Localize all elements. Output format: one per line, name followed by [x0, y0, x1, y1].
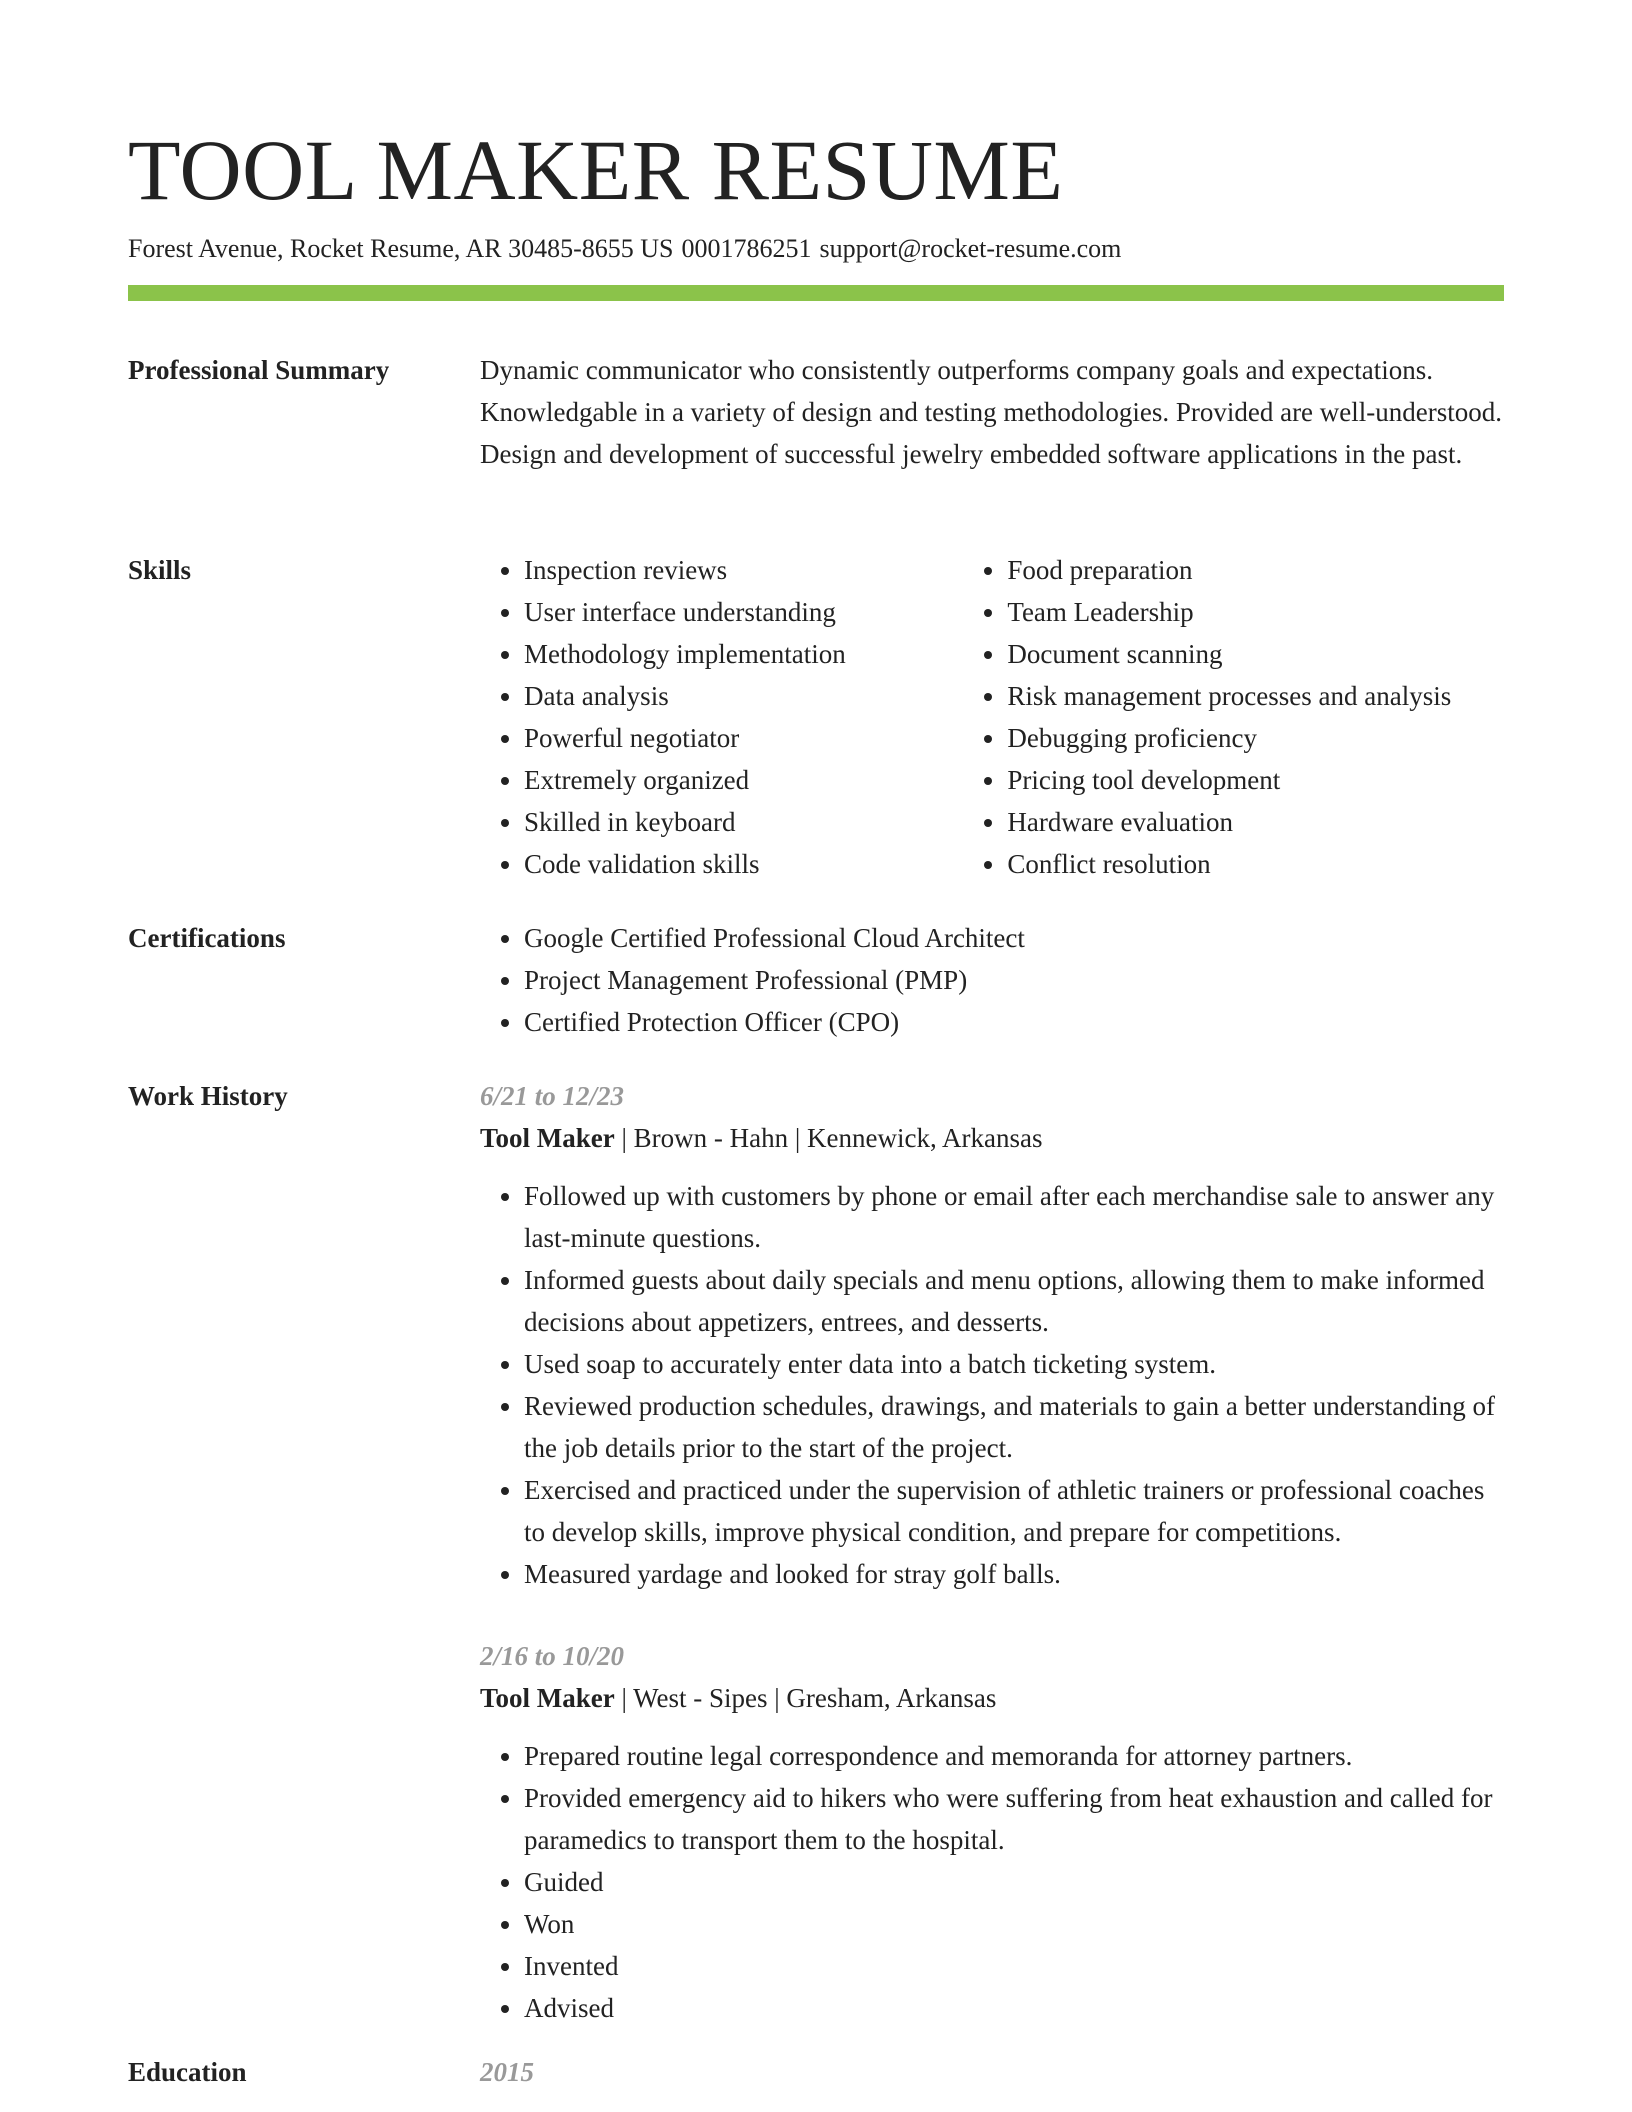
job-bullet: • Used soap to accurately enter data into a batch ticketing system. — [524, 1343, 1504, 1385]
skills-list-left — [480, 549, 963, 885]
skill-item: • Inspection reviews — [524, 549, 963, 591]
skill-item: • Pricing tool development — [1007, 759, 1504, 801]
job-dates: 2/16 to 10/20 — [480, 1641, 625, 1671]
contact-line — [128, 231, 1121, 267]
skill-item: • Skilled in keyboard — [524, 801, 963, 843]
skill-item: • Conflict resolution — [1007, 843, 1504, 885]
skill-item: • Document scanning — [1007, 633, 1504, 675]
work-heading: Work History — [128, 1081, 288, 1111]
contact-email: support@rocket-resume.com — [819, 234, 1122, 263]
job-bullet: • Guided — [524, 1861, 1504, 1903]
job-heading — [480, 1117, 1504, 1159]
summary-body — [480, 349, 1504, 475]
skill-item: • Powerful negotiator — [524, 717, 963, 759]
summary-text: Dynamic communicator who consistently outperforms company goals and expectations. Knowledgable in a variety of design and testing methodologies. Provided are well-understood. Design and development of successful jewelry embedded software applications in the past. — [480, 355, 1503, 469]
job-bullet: • Invented — [524, 1945, 1504, 1987]
job-title: Tool Maker — [480, 1123, 615, 1153]
job-bullet: • Exercised and practiced under the supervision of athletic trainers or professional coaches to develop skills, improve physical condition, and prepare for competitions. — [524, 1469, 1504, 1553]
skill-item: • User interface understanding — [524, 591, 963, 633]
education-body — [480, 2051, 1504, 2093]
summary-heading: Professional Summary — [128, 355, 390, 385]
skill-item: • Data analysis — [524, 675, 963, 717]
header-divider — [128, 285, 1504, 301]
job-details: | West - Sipes | Gresham, Arkansas — [614, 1683, 997, 1713]
job-bullet: • Won — [524, 1903, 1504, 1945]
job-bullet: • Followed up with customers by phone or email after each merchandise sale to answer any last-minute questions. — [524, 1175, 1504, 1259]
job-heading — [480, 1677, 1504, 1719]
skill-item: • Risk management processes and analysis — [1007, 675, 1504, 717]
skill-item: • Hardware evaluation — [1007, 801, 1504, 843]
certification-item: • Google Certified Professional Cloud Architect — [524, 917, 1504, 959]
education-year: 2015 — [480, 2057, 534, 2087]
skill-item: • Extremely organized — [524, 759, 963, 801]
certifications-body — [480, 917, 1504, 1043]
resume-title: TOOL MAKER RESUME — [128, 122, 1064, 218]
skill-item: • Team Leadership — [1007, 591, 1504, 633]
job-bullet: • Provided emergency aid to hikers who were suffering from heat exhaustion and called for paramedics to transport them to the hospital. — [524, 1777, 1504, 1861]
contact-address: Forest Avenue, Rocket Resume, AR 30485-8655 US — [128, 234, 674, 263]
skill-item: • Methodology implementation — [524, 633, 963, 675]
job-bullet: • Informed guests about daily specials and menu options, allowing them to make informed decisions about appetizers, entrees, and desserts. — [524, 1259, 1504, 1343]
skills-list-right — [963, 549, 1504, 885]
skill-item: • Food preparation — [1007, 549, 1504, 591]
certification-item: • Project Management Professional (PMP) — [524, 959, 1504, 1001]
job-details: | Brown - Hahn | Kennewick, Arkansas — [614, 1123, 1043, 1153]
certifications-list — [480, 917, 1504, 1043]
job-bullet: • Prepared routine legal correspondence and memoranda for attorney partners. — [524, 1735, 1504, 1777]
certification-item: • Certified Protection Officer (CPO) — [524, 1001, 1504, 1043]
job-bullet: • Reviewed production schedules, drawings, and materials to gain a better understanding of the job details prior to the start of the project. — [524, 1385, 1504, 1469]
job-bullet: • Advised — [524, 1987, 1504, 2029]
skills-body — [480, 549, 1504, 885]
job-dates: 6/21 to 12/23 — [480, 1081, 625, 1111]
skills-heading: Skills — [128, 555, 192, 585]
certifications-heading: Certifications — [128, 923, 286, 953]
job-bullets — [480, 1735, 1504, 2029]
job-entry — [480, 1635, 1504, 2029]
job-bullet: • Measured yardage and looked for stray golf balls. — [524, 1553, 1504, 1595]
education-heading: Education — [128, 2057, 247, 2087]
contact-phone: 0001786251 — [681, 234, 812, 263]
job-entry — [480, 1075, 1504, 1595]
skill-item: • Code validation skills — [524, 843, 963, 885]
work-body — [480, 1075, 1504, 2029]
job-title: Tool Maker — [480, 1683, 615, 1713]
job-bullets — [480, 1175, 1504, 1595]
skill-item: • Debugging proficiency — [1007, 717, 1504, 759]
